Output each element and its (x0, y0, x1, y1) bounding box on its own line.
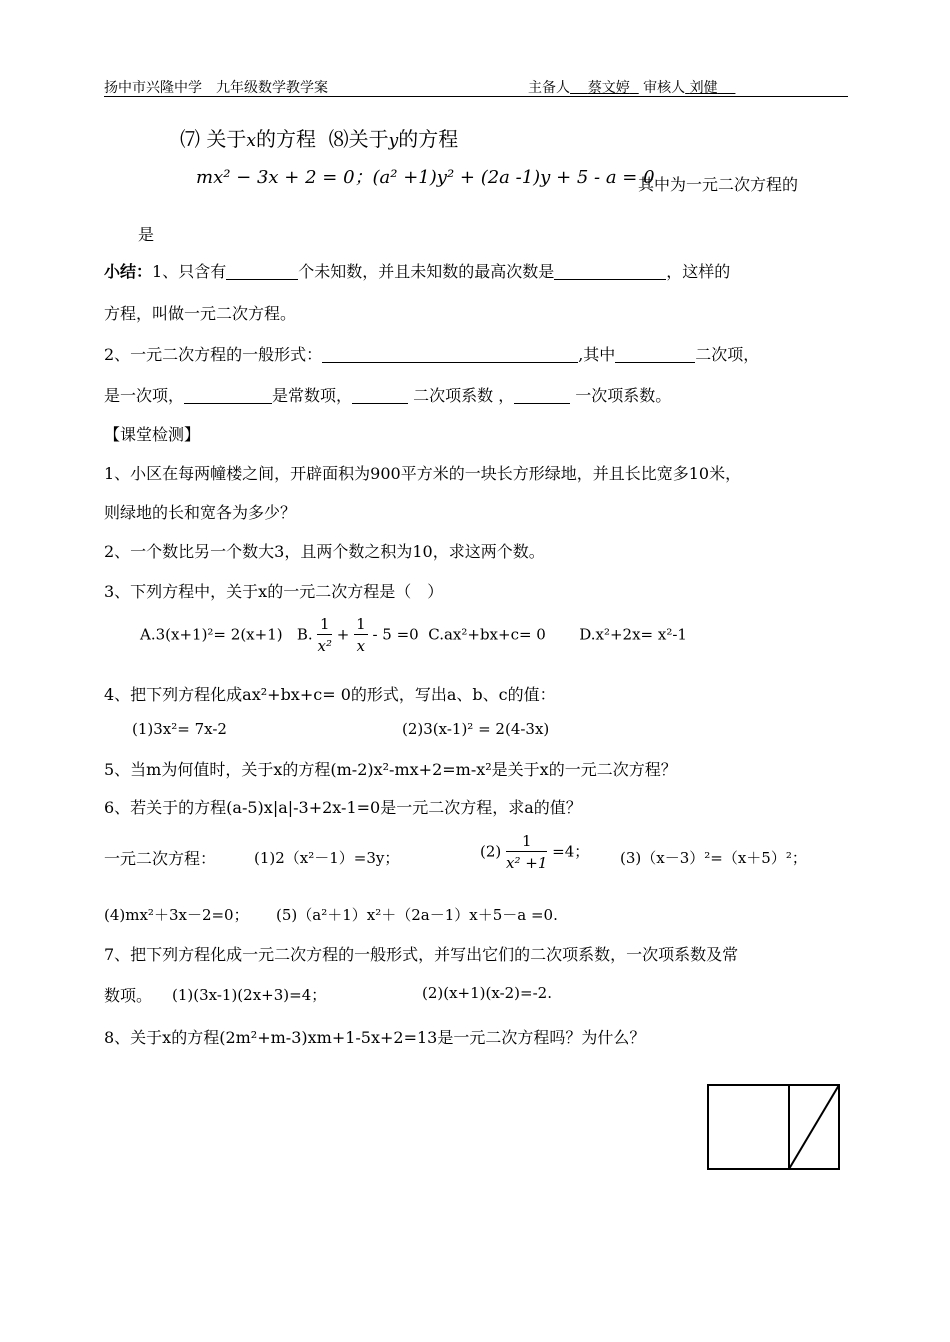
reviewer-label: 审核人 (643, 80, 686, 96)
header-rule (104, 96, 848, 97)
question-2: 2、一个数比另一个数大3，且两个数之积为10，求这两个数。 (104, 542, 545, 561)
blank (615, 346, 695, 363)
items-78-cont: 是 (138, 225, 155, 244)
blank (322, 346, 578, 363)
blank (184, 387, 272, 404)
quadratic-eq-part-4: (4)mx²＋3x－2=0； (104, 906, 249, 924)
question-7-part-1: (1)(3x-1)(2x+3)=4； (172, 986, 327, 1004)
preparer-label: 主备人 (528, 80, 570, 96)
items-78-tail: 其中为一元二次方程的 (638, 175, 799, 194)
option-b-label: B. (296, 625, 313, 644)
items-78-heading: ⑺ 关于x的方程 ⑻关于y的方程 (180, 127, 459, 151)
reviewer-name: 刘健 (689, 80, 718, 96)
option-d: D.x²+2x= x²-1 (579, 625, 687, 644)
summary-line-2: 方程，叫做一元二次方程。 (104, 304, 297, 323)
header-staff (528, 77, 735, 97)
diagonal-line (789, 1085, 839, 1169)
summary-line-1: 小结：1、只含有 个未知数，并且未知数的最高次数是 ，这样的 (104, 262, 731, 281)
option-a: A.3(x+1)²= 2(x+1) (140, 625, 283, 644)
question-6: 6、若关于的方程(a-5)x|a|-3+2x-1=0是一元二次方程，求a的值？ (104, 798, 582, 817)
question-7-line-2: 数项。 (104, 986, 153, 1005)
blank (514, 387, 570, 404)
question-3: 3、下列方程中，关于x的一元二次方程是（ ） (104, 582, 444, 601)
option-c: C.ax²+bx+c= 0 (428, 625, 546, 644)
header-school: 扬中市兴隆中学 九年级数学教学案 (104, 80, 328, 96)
question-4-part-2: (2)3(x-1)² = 2(4-3x) (402, 720, 550, 738)
preparer-name: 蔡文婷 (587, 80, 630, 96)
quadratic-eq-part-2: (2) $\frac{1}{\text{x² +1}}$ =4； (480, 832, 590, 872)
question-8: 8、关于x的方程(2m²+m-3)xm+1-5x+2=13是一元二次方程吗？为什么？ (104, 1028, 646, 1047)
quadratic-eq-part-5: (5)（a²＋1）x²＋（2a－1）x＋5－a =0. (276, 906, 558, 924)
option-b-frac-1: $\frac{1}{\text{x²}}$ (317, 615, 332, 655)
quadratic-eq-part-3: (3)（x－3）²=（x＋5）²； (620, 849, 807, 867)
quadratic-eq-part-1: (1)2（x²－1）=3y； (254, 849, 400, 867)
question-1-line-2: 则绿地的长和宽各为多少？ (104, 503, 297, 522)
blank (226, 263, 298, 280)
outer-rectangle (708, 1085, 839, 1169)
summary-label: 小结： (104, 262, 153, 281)
items-78-equations: mx² − 3x + 2 = 0；(a² +1)y² + (2a -1)y + 5 - a = 0 (196, 167, 655, 188)
option-b-frac-2: $\frac{1}{x}$ (356, 615, 366, 655)
question-7-line-1: 7、把下列方程化成一元二次方程的一般形式，并写出它们的二次项系数，一次项系数及常 (104, 945, 739, 964)
section-title: 【课堂检测】 (104, 425, 201, 444)
rectangle-figure (706, 1083, 842, 1171)
quadratic-eq-label: 一元二次方程： (104, 849, 217, 868)
question-5: 5、当m为何值时，关于x的方程(m-2)x²-mx+2=m-x²是关于x的一元二次方程？ (104, 760, 677, 779)
summary-line-4: 是一次项， 是常数项， 二次项系数 ， 一次项系数。 (104, 386, 672, 405)
blank (554, 263, 666, 280)
question-4: 4、把下列方程化成ax²+bx+c= 0的形式，写出a、b、c的值： (104, 685, 556, 704)
question-4-part-1: (1)3x²= 7x-2 (132, 720, 227, 738)
summary-line-3: 2、一元二次方程的一般形式： ,其中 二次项， (104, 345, 760, 364)
blank (352, 387, 408, 404)
question-3-options: A.3(x+1)²= 2(x+1) B. $\frac{1}{\text{x²}}$ + $\frac{1}{x}$ - 5 =0 C.ax²+bx+c= 0 D.x²+2x= x²-1 (140, 615, 687, 655)
question-7-part-2: (2)(x+1)(x-2)=-2. (422, 984, 552, 1002)
part-2-fraction: $\frac{1}{\text{x² +1}}$ (506, 832, 548, 872)
question-1-line-1: 1、小区在每两幢楼之间，开辟面积为900平方米的一块长方形绿地，并且长比宽多10米， (104, 464, 742, 483)
